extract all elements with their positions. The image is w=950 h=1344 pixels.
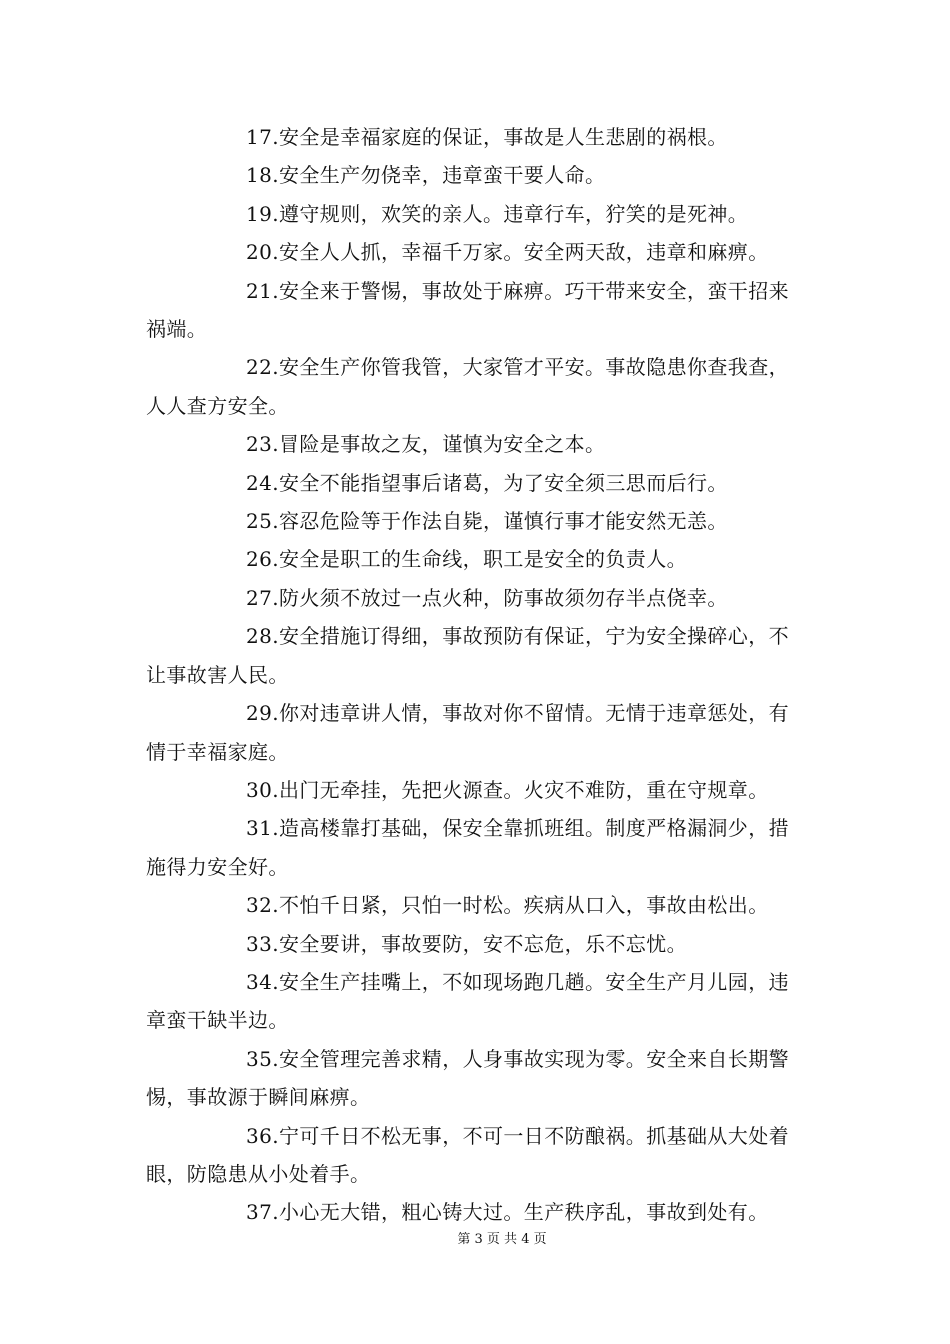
paragraph: 31.造高楼靠打基础，保安全靠抓班组。制度严格漏洞少，措施得力安全好。 xyxy=(146,816,790,879)
paragraph: 19.遵守规则，欢笑的亲人。违章行车，狞笑的是死神。 xyxy=(246,201,749,226)
paragraph: 33.安全要讲，事故要防，安不忘危，乐不忘忧。 xyxy=(246,931,688,956)
paragraph: 37.小心无大错，粗心铸大过。生产秩序乱，事故到处有。 xyxy=(246,1200,769,1225)
paragraph: 32.不怕千日紧，只怕一时松。疾病从口入，事故由松出。 xyxy=(246,893,769,918)
paragraph: 26.安全是职工的生命线，职工是安全的负责人。 xyxy=(246,547,688,572)
paragraph: 25.容忍危险等于作法自毙，谨慎行事才能安然无恙。 xyxy=(246,509,728,534)
paragraph: 27.防火须不放过一点火种，防事故须勿存半点侥幸。 xyxy=(246,585,728,610)
paragraph: 29.你对违章讲人情，事故对你不留情。无情于违章惩处，有情于幸福家庭。 xyxy=(146,701,790,764)
paragraph: 30.出门无牵挂，先把火源查。火灾不难防，重在守规章。 xyxy=(246,777,769,802)
document-body xyxy=(146,118,806,1232)
paragraph: 24.安全不能指望事后诸葛，为了安全须三思而后行。 xyxy=(246,470,728,495)
paragraph: 18.安全生产勿侥幸，违章蛮干要人命。 xyxy=(246,163,606,188)
paragraph: 28.安全措施订得细，事故预防有保证，宁为安全操碎心，不让事故害人民。 xyxy=(146,624,790,687)
paragraph: 22.安全生产你管我管，大家管才平安。事故隐患你查我查，人人查方安全。 xyxy=(146,355,790,418)
paragraph: 17.安全是幸福家庭的保证，事故是人生悲剧的祸根。 xyxy=(246,125,728,149)
paragraph: 20.安全人人抓，幸福千万家。安全两天敌，违章和麻痹。 xyxy=(246,240,769,265)
paragraph: 21.安全来于警惕，事故处于麻痹。巧干带来安全，蛮干招来祸端。 xyxy=(146,278,790,342)
paragraph: 35.安全管理完善求精，人身事故实现为零。安全来自长期警惕，事故源于瞬间麻痹。 xyxy=(146,1046,790,1110)
paragraph: 23.冒险是事故之友，谨慎为安全之本。 xyxy=(246,432,606,457)
paragraph: 34.安全生产挂嘴上，不如现场跑几趟。安全生产月儿园，违章蛮干缺半边。 xyxy=(146,969,790,1033)
page-number-footer: 第 3 页 共 4 页 xyxy=(457,1232,547,1247)
paragraph: 36.宁可千日不松无事，不可一日不防酿祸。抓基础从大处着眼，防隐患从小处着手。 xyxy=(146,1123,790,1186)
